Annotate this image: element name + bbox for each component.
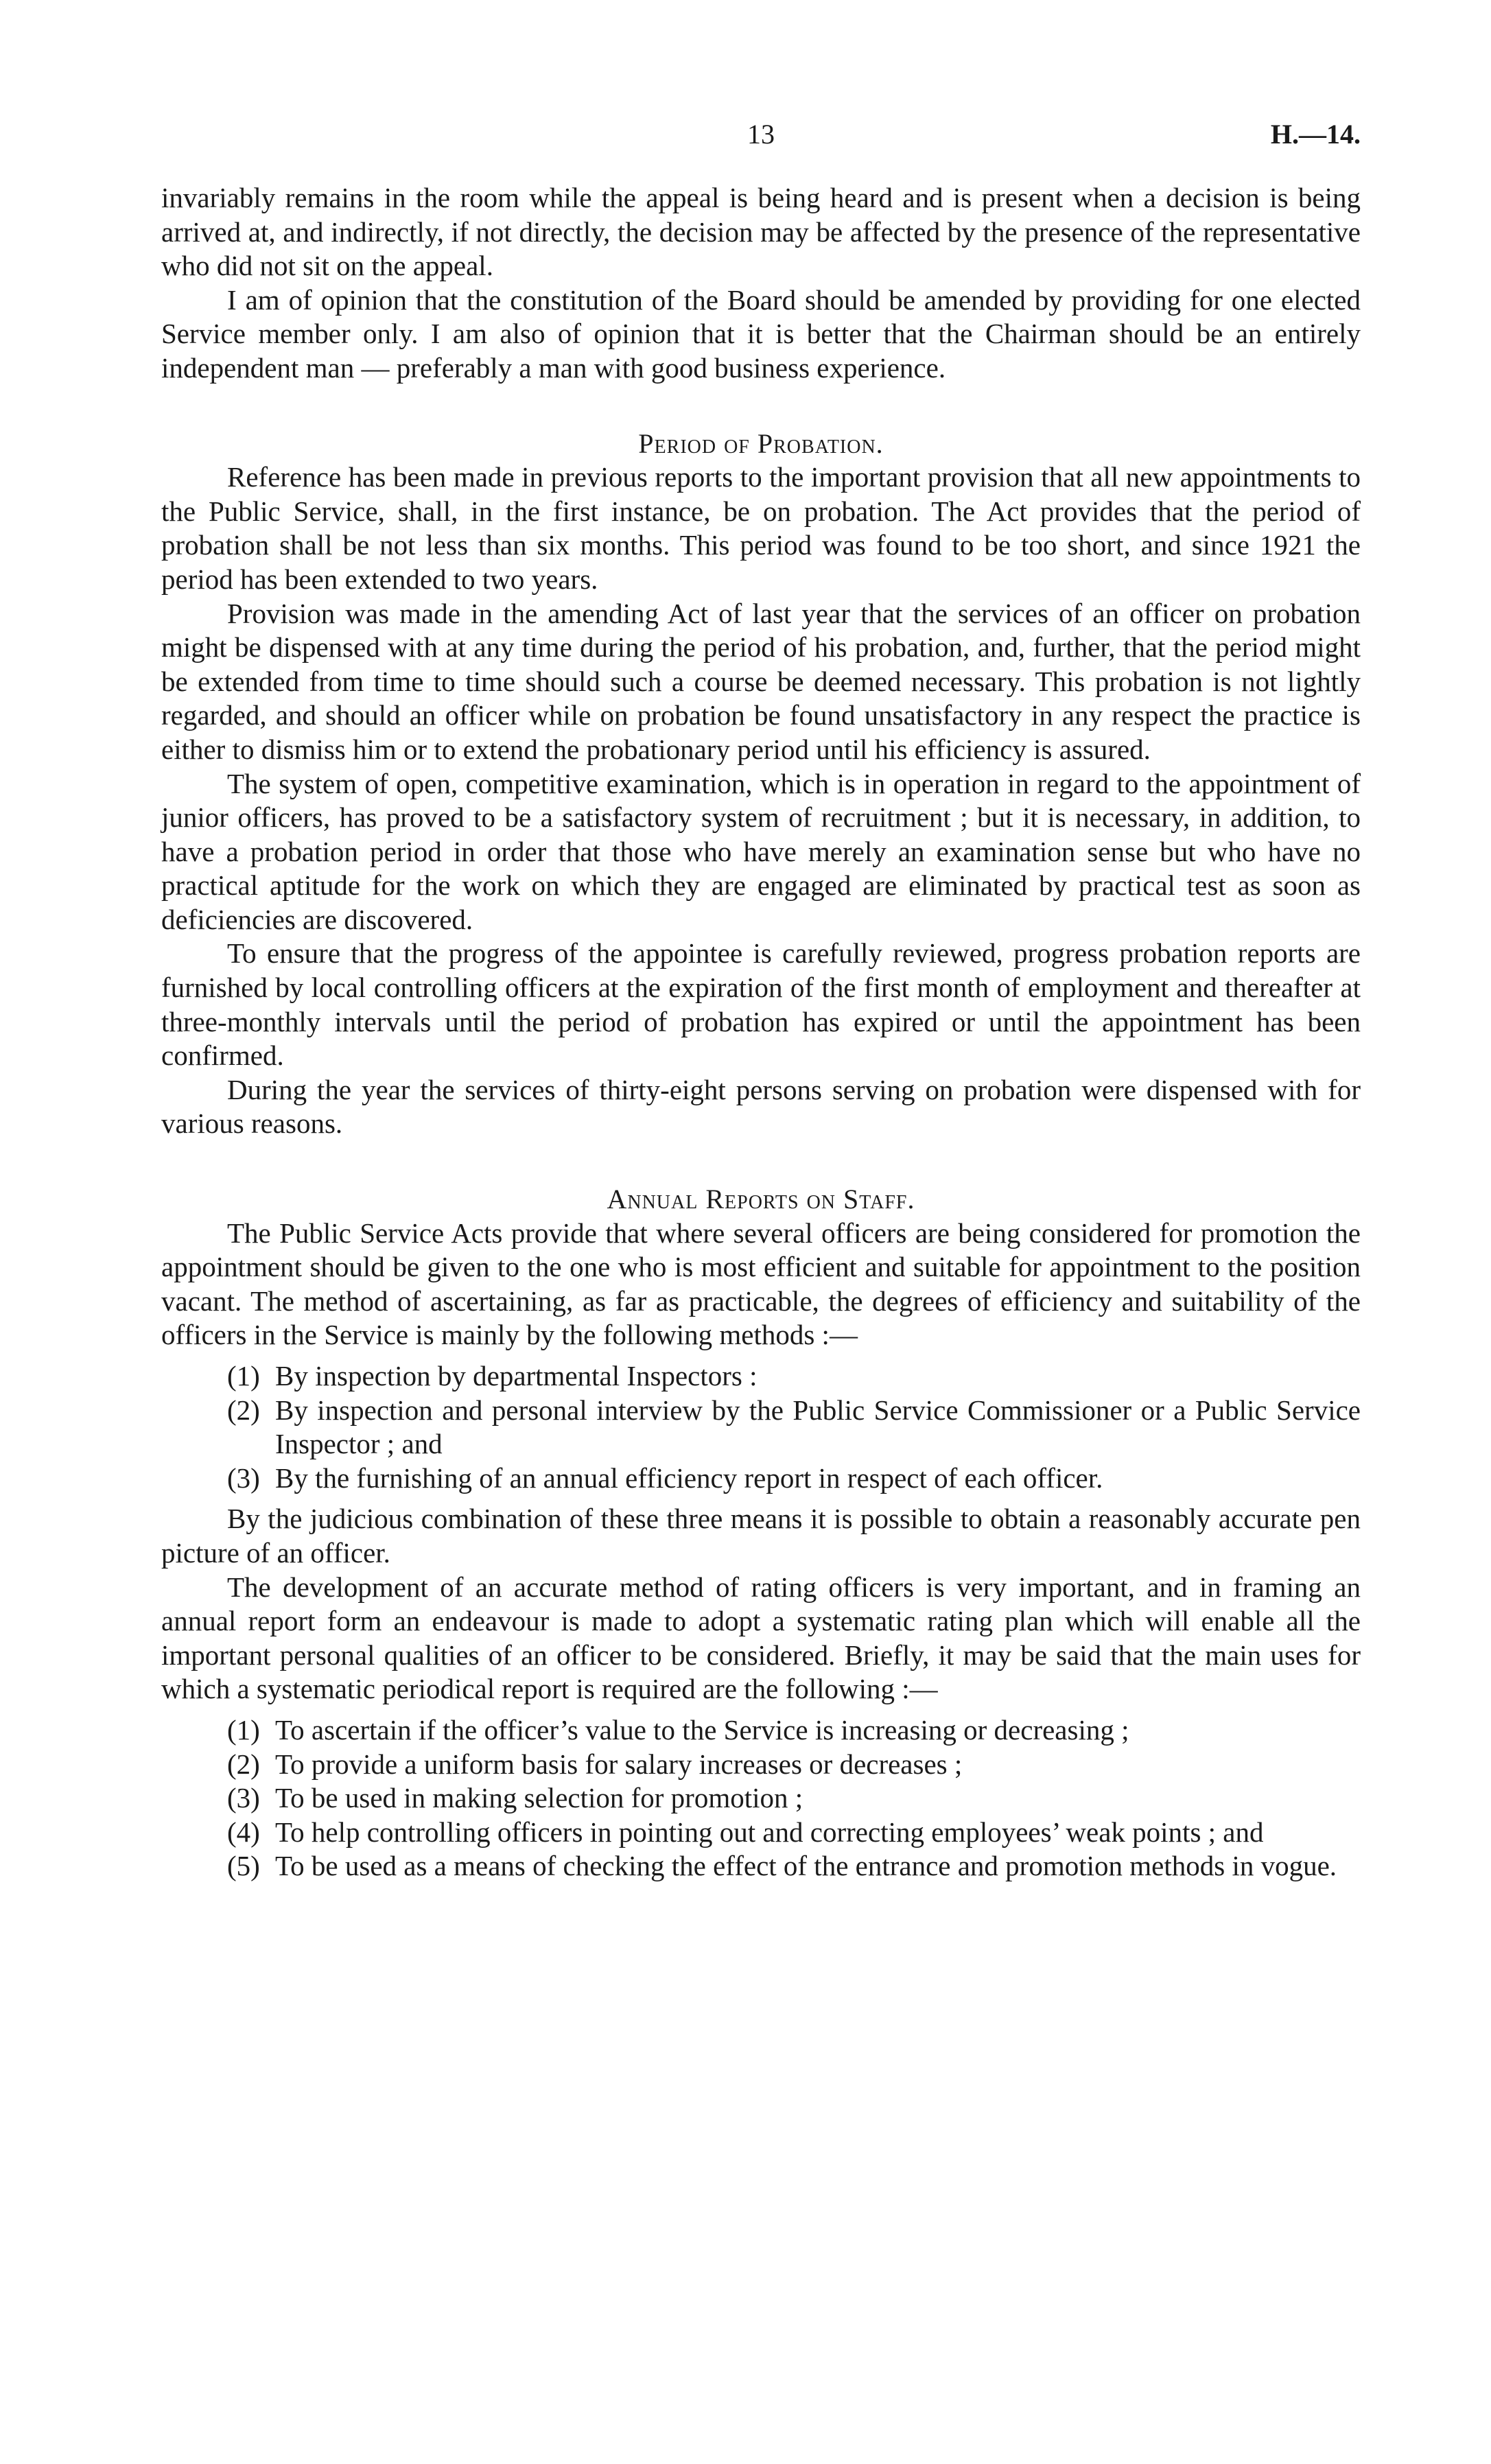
- methods-list: [161, 1359, 1361, 1495]
- page-number: 13: [747, 119, 775, 150]
- list-item-text: To be used as a means of checking the effect of the entrance and promotion methods in vogue.: [275, 1850, 1337, 1882]
- list-item: [161, 1394, 1361, 1462]
- paragraph: During the year the services of thirty-eight persons serving on probation were dispensed with for various reasons.: [161, 1073, 1361, 1140]
- page-header: [161, 118, 1361, 152]
- list-item-number: (3): [227, 1462, 260, 1494]
- paragraph: To ensure that the progress of the appointee is carefully reviewed, progress probation reports are furnished by local controlling officers at the expiration of the first month of employment and thereafter at three-monthly intervals until the period of probation has expired or until the appointment has been confirmed.: [161, 937, 1361, 1072]
- list-item: [161, 1713, 1361, 1748]
- document-reference: H.—14.: [1270, 119, 1361, 150]
- list-item: [161, 1849, 1361, 1884]
- paragraph: The Public Service Acts provide that where several officers are being considered for promotion the appointment should be given to the one who is most efficient and suitable for appointment to the position vacant. The method of ascertaining, as far as practicable, the degrees of efficiency and suitability of the officers in the Service is mainly by the following methods :—: [161, 1217, 1361, 1351]
- list-item: [161, 1781, 1361, 1816]
- list-item: [161, 1748, 1361, 1782]
- paragraph: The development of an accurate method of rating officers is very important, and in framing an annual report form an endeavour is made to adopt a systematic rating plan which will enable all the important personal qualities of an officer to be considered. Briefly, it may be said that the main uses for which a systematic periodical report is required are the following :—: [161, 1571, 1361, 1705]
- list-item-text: By the furnishing of an annual efficiency report in respect of each officer.: [275, 1462, 1103, 1494]
- list-item-number: (1): [227, 1713, 260, 1746]
- paragraph: By the judicious combination of these three means it is possible to obtain a reasonably accurate pen picture of an officer.: [161, 1503, 1361, 1569]
- list-item-text: By inspection and personal interview by the Public Service Commissioner or a Public Service Inspector ; and: [275, 1394, 1361, 1460]
- list-item-number: (1): [227, 1360, 260, 1392]
- list-item-number: (3): [227, 1782, 260, 1814]
- list-item-text: To be used in making selection for promotion ;: [275, 1782, 803, 1814]
- list-item: [161, 1359, 1361, 1394]
- paragraph-continued: invariably remains in the room while the appeal is being heard and is present when a decision is being arrived at, and indirectly, if not directly, the decision may be affected by the presence of the representative who did not sit on the appeal.: [161, 182, 1361, 282]
- section-heading-probation: Period of Probation.: [638, 427, 884, 459]
- list-item: [161, 1462, 1361, 1496]
- paragraph: Provision was made in the amending Act of last year that the services of an officer on probation might be dispensed with at any time during the period of his probation, and, further, that the period might be extended from time to time should such a course be deemed necessary. This probation is not lightly regarded, and should an officer while on probation be found unsatisfactory in any respect the practice is either to dismiss him or to extend the probationary period until his efficiency is assured.: [161, 597, 1361, 765]
- paragraph: Reference has been made in previous reports to the important provision that all new appointments to the Public Service, shall, in the first instance, be on probation. The Act provides that the period of probation shall be not less than six months. This period was found to be too short, and since 1921 the period has been extended to two years.: [161, 461, 1361, 595]
- section-heading-annual-reports: Annual Reports on Staff.: [607, 1184, 915, 1215]
- list-item-text: By inspection by departmental Inspectors :: [275, 1360, 758, 1392]
- list-item-number: (2): [227, 1394, 260, 1426]
- paragraph: The system of open, competitive examination, which is in operation in regard to the appointment of junior officers, has proved to be a satisfactory system of recruitment ; but it is necessary, in addition, to have a probation period in order that those who have merely an examination sense but who have no practical aptitude for the work on which they are engaged are eliminated by practical test as soon as deficiencies are discovered.: [161, 767, 1361, 935]
- list-item-number: (5): [227, 1850, 260, 1882]
- list-item: [161, 1816, 1361, 1850]
- list-item-number: (4): [227, 1816, 260, 1848]
- list-item-text: To help controlling officers in pointing out and correcting employees’ weak points ; and: [275, 1816, 1264, 1848]
- uses-list: [161, 1713, 1361, 1884]
- list-item-text: To ascertain if the officer’s value to the Service is increasing or decreasing ;: [275, 1713, 1129, 1746]
- list-item-number: (2): [227, 1748, 260, 1780]
- paragraph: I am of opinion that the constitution of the Board should be amended by providing for one elected Service member only. I am also of opinion that it is better that the Chairman should be an entirely independent man — preferably a man with good business experience.: [161, 283, 1361, 384]
- list-item-text: To provide a uniform basis for salary increases or decreases ;: [275, 1748, 963, 1780]
- page-body: [161, 181, 1361, 1884]
